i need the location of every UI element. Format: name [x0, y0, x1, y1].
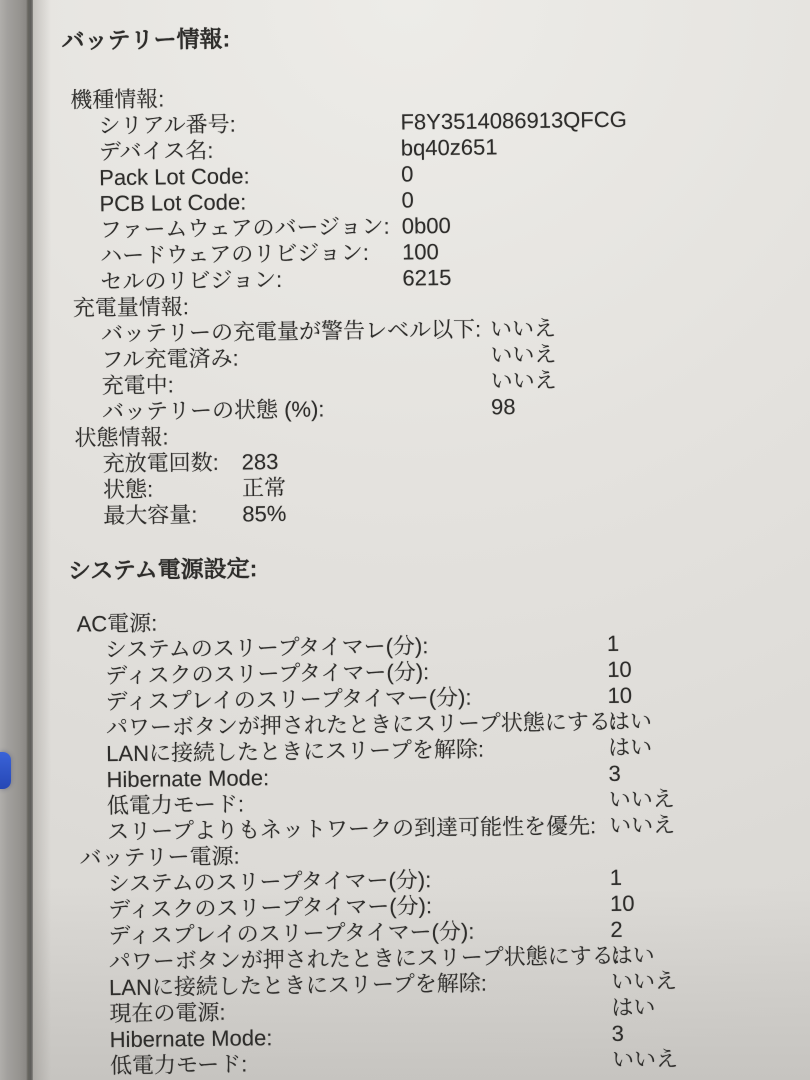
info-row-label: 低電力モード:	[106, 791, 245, 819]
info-row-value: いいえ	[608, 786, 675, 813]
info-row-value: 0b00	[401, 212, 451, 239]
health-info-subsection	[66, 416, 810, 530]
battery-info-title: バッテリー情報:	[61, 25, 231, 54]
info-row-label: フル充電済み:	[101, 345, 239, 373]
info-row-value: 2	[610, 916, 623, 943]
info-row-label: スリープよりもネットワークの到達可能性を優先:	[107, 813, 597, 845]
info-row-label: システムのスリープタイマー(分):	[107, 867, 432, 897]
ac-power-subsection	[68, 602, 810, 845]
info-row-value: F8Y3514086913QFCG	[400, 106, 627, 135]
info-row-label: 低電力モード:	[109, 1051, 248, 1079]
info-row-label: 最大容量:	[103, 502, 198, 529]
health-info-rows	[67, 442, 810, 530]
info-row-value: いいえ	[489, 315, 557, 342]
info-row-label: 充放電回数:	[102, 449, 219, 477]
info-row-value: 6215	[402, 264, 452, 291]
model-info-subsection	[62, 78, 810, 296]
info-row-value: 正常	[241, 474, 287, 501]
info-row-label: 現在の電源:	[109, 999, 226, 1027]
info-row-value: 3	[611, 1020, 625, 1047]
info-row-value: 85%	[242, 500, 287, 527]
info-row-value: bq40z651	[400, 134, 498, 161]
info-row-value: いいえ	[611, 1046, 679, 1073]
info-row-label: PCB Lot Code:	[99, 189, 247, 217]
charge-info-heading: 充電量情報:	[72, 294, 190, 321]
screen-left-bezel	[0, 0, 33, 1080]
info-row-label: ディスクのスリープタイマー(分):	[105, 659, 430, 689]
info-row-value: はい	[608, 734, 653, 761]
info-row-label: ディスプレイのスリープタイマー(分):	[105, 684, 472, 715]
info-row-label: 充電中:	[101, 372, 174, 399]
info-row-label: デバイス名:	[98, 137, 214, 165]
info-row-label: パワーボタンが押されたときにスリープ状態にする:	[108, 942, 620, 975]
info-row-value: 10	[609, 890, 635, 917]
info-row-label: LANに接続したときにスリープを解除:	[108, 970, 488, 1001]
info-row-label: パワーボタンが押されたときにスリープ状態にする:	[105, 708, 618, 741]
battery-power-rows	[72, 862, 810, 1080]
info-row-label: Hibernate Mode:	[109, 1025, 273, 1053]
info-row-value: 1	[606, 630, 620, 657]
info-row-value: 98	[490, 394, 516, 420]
info-row-label: ハードウェアのリビジョン:	[99, 239, 370, 269]
charge-info-rows	[65, 312, 810, 426]
charge-info-subsection	[65, 286, 810, 426]
ac-power-rows	[69, 628, 810, 846]
info-row-value: いいえ	[490, 341, 557, 368]
info-row-label: LANに接続したときにスリープを解除:	[106, 736, 485, 767]
info-row-value: はい	[607, 708, 653, 735]
info-row-label: バッテリーの状態 (%):	[101, 396, 325, 425]
info-row-value: 283	[241, 449, 279, 475]
info-row-label: ディスプレイのスリープタイマー(分):	[108, 918, 475, 949]
info-row-value: 3	[608, 760, 621, 787]
info-row-value: 10	[607, 682, 633, 709]
model-info-rows	[62, 104, 810, 296]
info-row-label: ディスクのスリープタイマー(分):	[107, 893, 433, 923]
ac-power-heading: AC電源:	[76, 610, 158, 637]
info-row-label: シリアル番号:	[98, 111, 236, 139]
model-info-heading: 機種情報:	[70, 86, 165, 113]
battery-report-page	[33, 0, 810, 1080]
blue-ui-fragment	[0, 752, 11, 789]
info-row-value: いいえ	[608, 812, 676, 839]
info-row-label: Hibernate Mode:	[106, 765, 270, 793]
info-row-value: はい	[610, 942, 655, 969]
info-row-value: はい	[611, 994, 656, 1021]
info-row-value: いいえ	[610, 968, 678, 995]
info-row-label: Pack Lot Code:	[99, 163, 250, 191]
info-row-label: 状態:	[102, 476, 154, 503]
info-row-value: 10	[607, 656, 632, 683]
health-info-heading: 状態情報:	[74, 424, 169, 451]
battery-power-subsection	[71, 836, 810, 1079]
info-row-value: 0	[401, 161, 414, 187]
battery-power-heading: バッテリー電源:	[79, 843, 240, 871]
info-row-label: ファームウェアのバージョン:	[99, 213, 390, 243]
system-power-settings-title: システム電源設定:	[67, 555, 258, 584]
info-row-label: バッテリーの充電量が警告レベル以下:	[100, 316, 482, 347]
info-row-value: 0	[401, 187, 414, 213]
info-row-value: 1	[609, 864, 623, 891]
info-row-label: システムのスリープタイマー(分):	[104, 633, 429, 663]
battery-report-content	[33, 0, 810, 1080]
info-row-value: 100	[401, 239, 439, 265]
info-row-label: セルのリビジョン:	[100, 266, 283, 295]
info-row-value: いいえ	[490, 367, 557, 394]
